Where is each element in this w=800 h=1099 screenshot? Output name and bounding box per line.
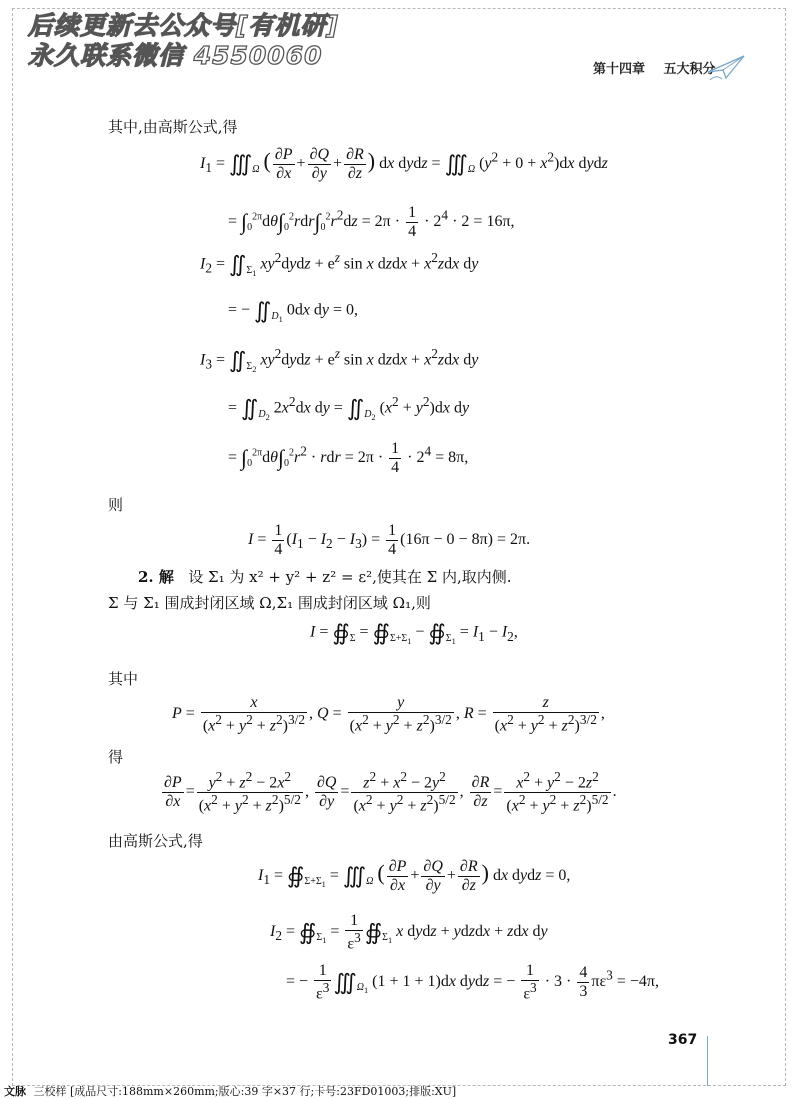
solution-line-1-text: 设 Σ₁ 为 x² + y² + z² = ε²,使其在 Σ 内,取内侧.	[188, 568, 512, 586]
solution-line-2: Σ 与 Σ₁ 围成封闭区域 Ω,Σ₁ 围成封闭区域 Ω₁,则	[108, 594, 431, 612]
eq-i-split: $I = ∯_\Sigma$ = $∯_{\Sigma+\Sigma_1}$ − $∯_{\Sigma_1} = I_1 - I_2$,	[310, 620, 518, 646]
eq-i1-line2: = $\int_0^{2\pi}d\theta\int_0^2rdr\int_0^2r^2dz = 2\pi$ · $\frac{1}{4}$ · $2^4 \cdot 2 = 16\pi$,	[228, 204, 515, 240]
footer-brand: 文脉	[4, 1085, 26, 1098]
intro-text: 其中,由高斯公式,得	[108, 118, 238, 136]
eq-i3-line1: $I_3$ = $∬_{\Sigma_2}$ $xy^2dydz + e^z$ sin x dzdx + $x^2zdx$ dy	[200, 346, 479, 374]
solution-line-1	[138, 566, 512, 587]
eq-pqr: P = $\frac{x}{(x^2 + y^2 + z^2)^{3/2}}$ , Q = $\frac{y}{(x^2 + y^2 + z^2)^{3/2}}$ , R = $\frac{z}{(x^2 + y^2 + z^2)^{3/2}}$ ,	[172, 694, 605, 734]
eq-partials: $\frac{\partial P}{\partial x}$ = $\frac{y^2 + z^2 - 2x^2}{(x^2 + y^2 + z^2)^{5/2}}$ , $\frac{\partial Q}{\partial y}$ = $\frac{z^2 + x^2 - 2y^2}{(x^2 + y^2 + z^2)^{5/2}}$ , $\frac{\partial R}{\partial z}$ = $\frac{x^2 + y^2 - 2z^2}{(x^2 + y^2 + z^2)^{5/2}}$ .	[164, 769, 617, 815]
footer-info: 三校样 [成品尺寸:188mm×260mm;版心:39 字×37 行;卡号:23FD01003;排版:XU]	[33, 1085, 457, 1098]
eq-ii2-line1: $I_2$ = $∯_{\Sigma_1}$ = $\frac{1}{\varepsilon^3}$ $∯_{\Sigma_1}$ x dydz + ydzdx + zdx dy	[270, 912, 548, 952]
watermark-line-1: 后续更新去公众号[有机研]	[28, 11, 339, 40]
eq-ii2-line2: = − $\frac{1}{\varepsilon^3}$ $∭_{\Omega_1}$ (1 + 1 + 1)dx dydz = − $\frac{1}{\varepsilon^3}$ · 3 · $\frac{4}{3}$ $\pi\varepsilon^3 = -4\pi$,	[286, 962, 659, 1002]
eq-i3-line2: = $∬_{D_2}$ $2x^2dx$ dy = $∬_{D_2}$ $(x^2 + y^2)dx$ dy	[228, 394, 470, 422]
where-text: 其中	[108, 670, 139, 688]
watermark-line-2: 永久联系微信 4550060	[28, 41, 323, 70]
eq-i2-line1: $I_2$ = $∬_{\Sigma_1}$ $xy^2dydz + e^z$ sin x dzdx + $x^2zdx$ dy	[200, 250, 479, 278]
eq-final-i: I = $\frac{1}{4}$ $(I_1 - I_2 - I_3)$ = $\frac{1}{4}$ (16π − 0 − 8π) = 2π.	[248, 522, 531, 558]
get-text: 得	[108, 748, 124, 766]
solution-number: 2. 解	[138, 568, 174, 586]
chapter-title: 五大积分	[663, 62, 716, 77]
gauss-text: 由高斯公式,得	[108, 832, 203, 850]
eq-i1-line1: $I_1$ = $∭_\Omega$ ( $\frac{\partial P}{\partial x}$ + $\frac{\partial Q}{\partial y}$ + $\frac{\partial R}{\partial z}$ ) dx dydz = $∭_\Omega$ $(y^2 + 0 + x^2)dx$ dydz	[200, 146, 608, 182]
paper-plane-icon	[706, 52, 746, 84]
chapter-number: 第十四章	[593, 62, 646, 77]
chapter-header	[593, 58, 716, 77]
eq-ii1: $I_1$ = $∯_{\Sigma+\Sigma_1}$ = $∭_\Omega$ ( $\frac{\partial P}{\partial x}$ + $\frac{\partial Q}{\partial y}$ + $\frac{\partial R}{\partial z}$ ) dx dydz = 0,	[258, 858, 571, 894]
page-number: 367	[668, 1032, 698, 1048]
eq-i3-line3: = $\int_0^{2\pi}d\theta\int_0^2r^2$ · rdr = 2π · $\frac{1}{4}$ · $2^4 = 8\pi$,	[228, 440, 469, 476]
eq-i2-line2: = − $∬_{D_1}$ 0dx dy = 0,	[228, 298, 359, 324]
footer	[4, 1083, 456, 1099]
then-text: 则	[108, 496, 124, 514]
margin-line	[707, 1036, 708, 1086]
